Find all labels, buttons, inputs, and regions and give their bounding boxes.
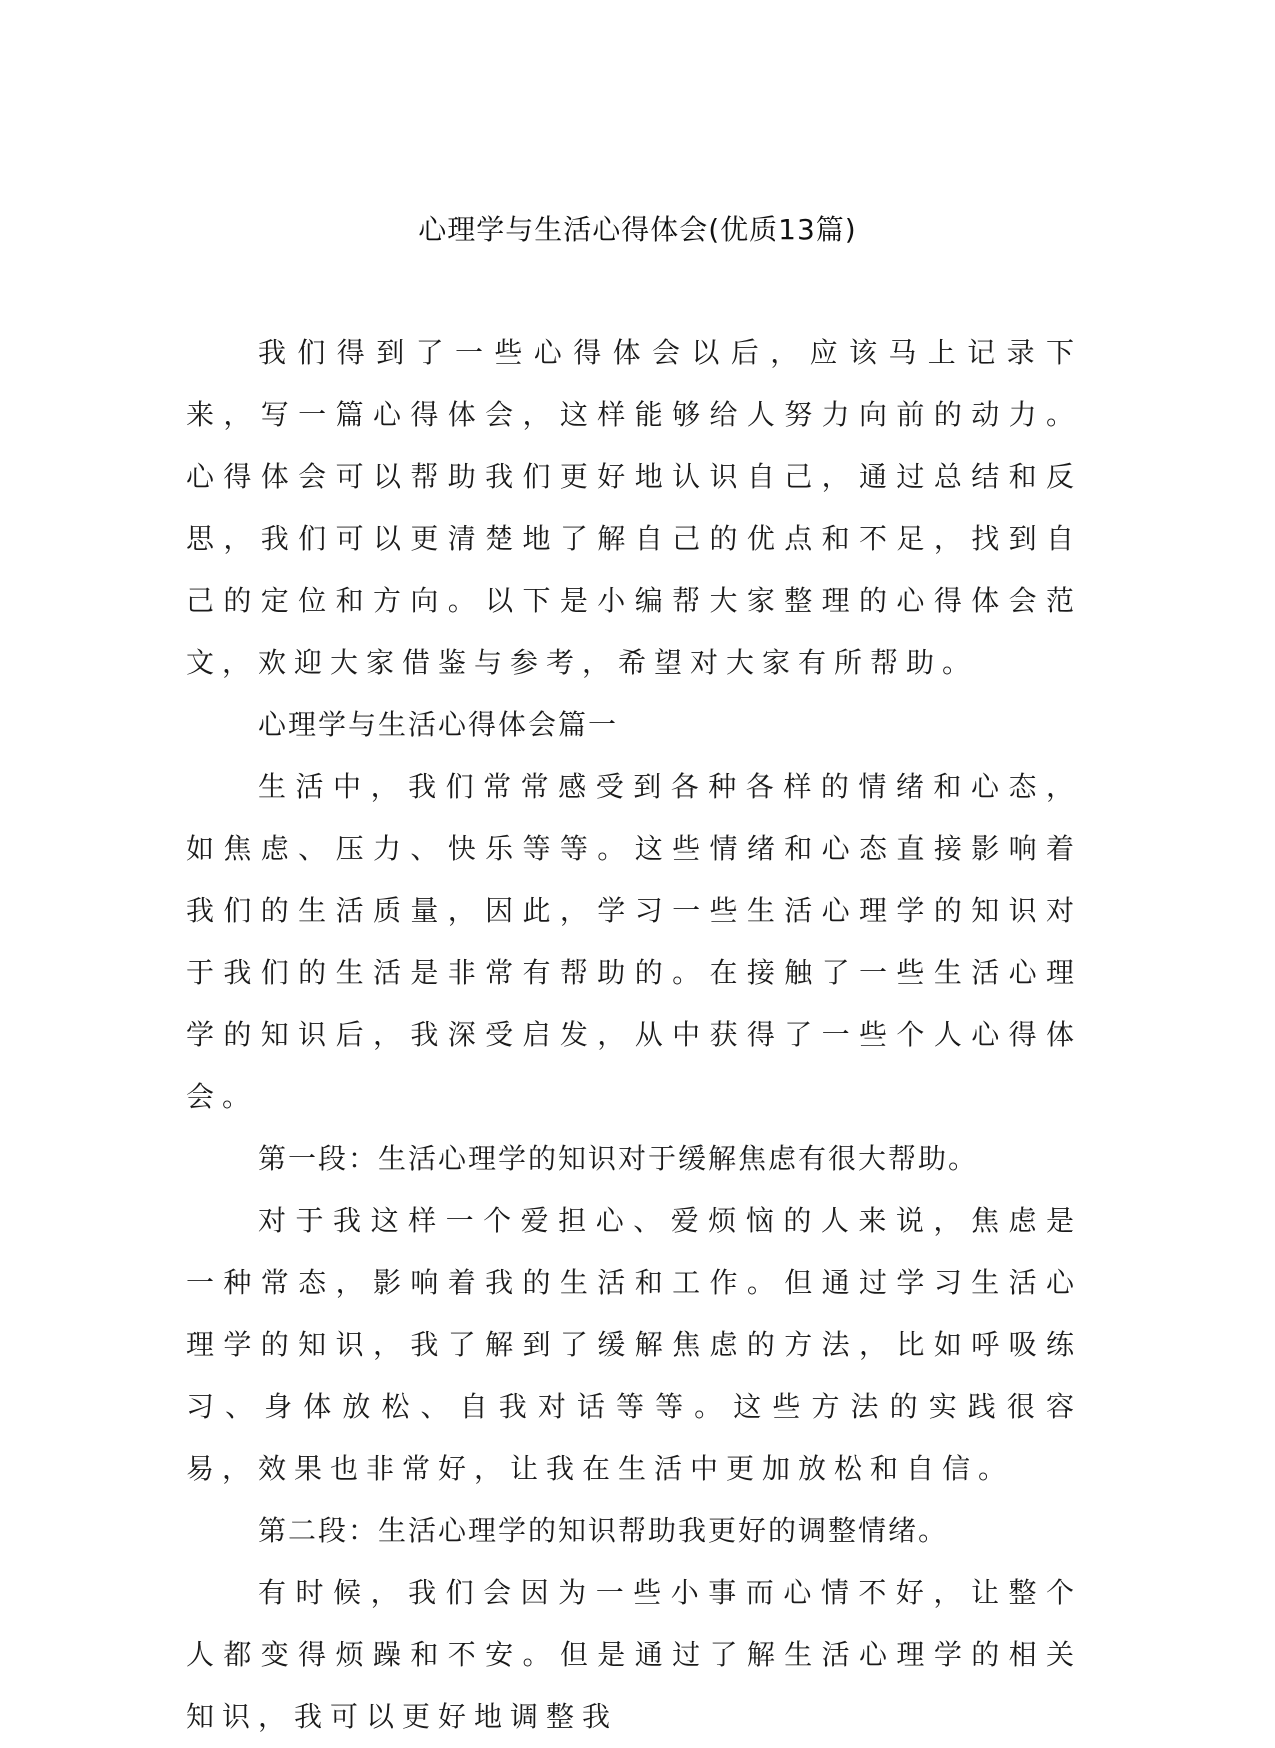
section-heading-first: 第一段：生活心理学的知识对于缓解焦虑有很大帮助。 [258, 1142, 979, 1175]
intro-paragraph: 我们得到了一些心得体会以后，应该马上记录下来，写一篇心得体会，这样能够给人努力向前的动力。心得体会可以帮助我们更好地认识自己，通过总结和反思，我们可以更清楚地了解自己的优点和不足，找到自己的定位和方向。以下是小编帮大家整理的心得体会范文，欢迎大家借鉴与参考，希望对大家有所帮助。 [186, 336, 1082, 679]
body-paragraph: 对于我这样一个爱担心、爱烦恼的人来说，焦虑是一种常态，影响着我的生活和工作。但通过学习生活心理学的知识，我了解到了缓解焦虑的方法，比如呼吸练习、身体放松、自我对话等等。这些方法的实践很容易，效果也非常好，让我在生活中更加放松和自信。 [186, 1204, 1082, 1485]
body-paragraph: 生活中，我们常常感受到各种各样的情绪和心态，如焦虑、压力、快乐等等。这些情绪和心态直接影响着我们的生活质量，因此，学习一些生活心理学的知识对于我们的生活是非常有帮助的。在接触了一些生活心理学的知识后，我深受启发，从中获得了一些个人心得体会。 [186, 770, 1082, 1113]
document-body [186, 322, 1082, 1748]
document-title: 心理学与生活心得体会(优质13篇) [418, 213, 857, 246]
body-paragraph: 有时候，我们会因为一些小事而心情不好，让整个人都变得烦躁和不安。但是通过了解生活心理学的相关知识，我可以更好地调整我 [186, 1576, 1082, 1733]
section-heading-second: 第二段：生活心理学的知识帮助我更好的调整情绪。 [258, 1514, 949, 1547]
section-heading-part-one: 心理学与生活心得体会篇一 [258, 708, 619, 741]
